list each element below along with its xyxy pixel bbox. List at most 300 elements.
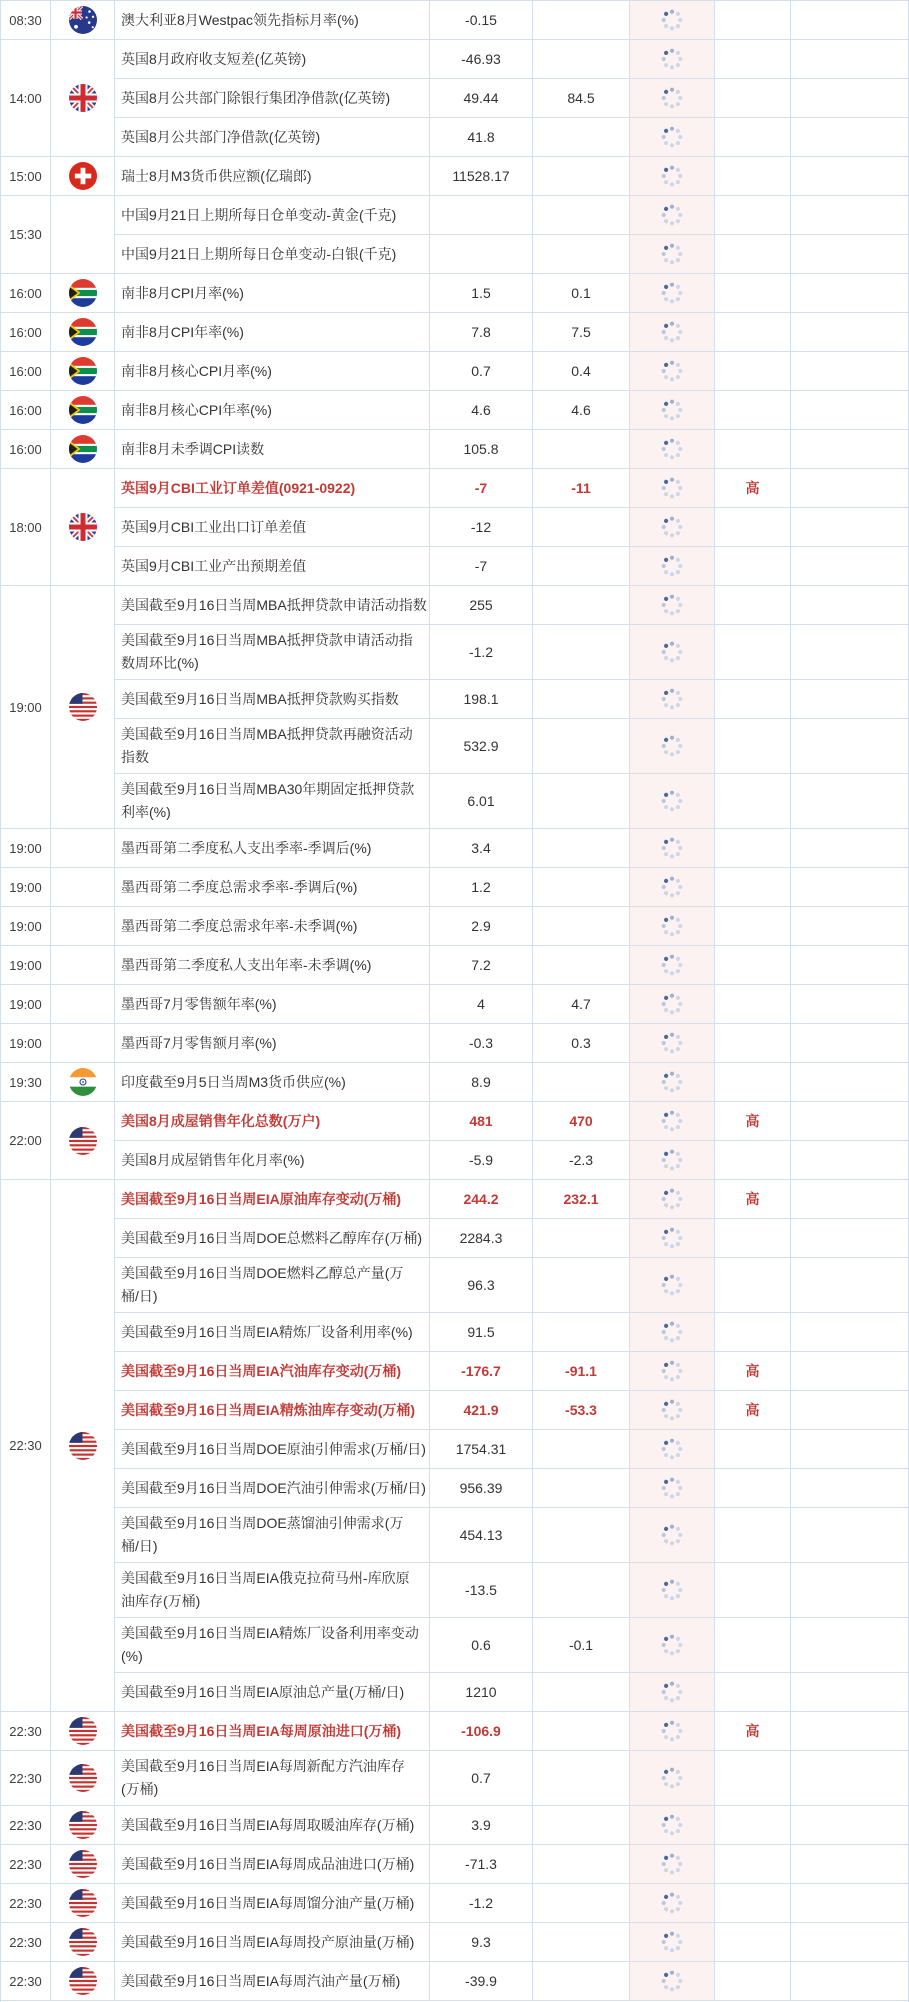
actual-value: -71.3 — [430, 1845, 533, 1883]
importance-badge — [715, 391, 791, 429]
forecast-value — [533, 719, 630, 773]
actual-value: -1.2 — [430, 1884, 533, 1922]
empty-cell — [791, 907, 908, 945]
importance-badge — [715, 235, 791, 273]
table-row[interactable] — [115, 1140, 908, 1179]
loading-spinner-icon — [660, 437, 684, 461]
empty-cell — [791, 625, 908, 679]
indicator-name: 英国9月CBI工业订单差值(0921-0922) — [115, 469, 430, 507]
indicator-name: 中国9月21日上期所每日仓单变动-白银(千克) — [115, 235, 430, 273]
loading-spinner-icon — [660, 1813, 684, 1837]
status-spinner-cell — [630, 1806, 715, 1844]
importance-badge: 高 — [715, 1712, 791, 1750]
flag-usa-icon — [69, 1811, 97, 1839]
importance-badge: 高 — [715, 469, 791, 507]
indicator-name: 美国截至9月16日当周DOE燃料乙醇总产量(万桶/日) — [115, 1258, 430, 1312]
forecast-value — [533, 1923, 630, 1961]
flag-cell-empty — [51, 985, 115, 1023]
indicator-name: 瑞士8月M3货币供应额(亿瑞郎) — [115, 157, 430, 195]
indicator-name: 美国截至9月16日当周MBA抵押贷款申请活动指数 — [115, 586, 430, 624]
group-rows — [115, 1884, 908, 1922]
calendar-group — [1, 1884, 908, 1923]
empty-cell — [791, 1102, 908, 1140]
actual-value: 1.5 — [430, 274, 533, 312]
group-rows — [115, 1751, 908, 1805]
actual-value: -39.9 — [430, 1962, 533, 2000]
loading-spinner-icon — [660, 734, 684, 758]
forecast-value — [533, 235, 630, 273]
status-spinner-cell — [630, 196, 715, 234]
indicator-name: 美国截至9月16日当周EIA汽油库存变动(万桶) — [115, 1352, 430, 1390]
indicator-name: 美国截至9月16日当周DOE汽油引伸需求(万桶/日) — [115, 1469, 430, 1507]
importance-badge — [715, 274, 791, 312]
importance-badge — [715, 1806, 791, 1844]
flag-usa-icon — [69, 1127, 97, 1155]
actual-value: 1754.31 — [430, 1430, 533, 1468]
actual-value: -176.7 — [430, 1352, 533, 1390]
flag-usa-icon — [69, 1850, 97, 1878]
flag-cell-empty — [51, 829, 115, 867]
loading-spinner-icon — [660, 86, 684, 110]
loading-spinner-icon — [660, 554, 684, 578]
table-row[interactable] — [115, 313, 908, 351]
calendar-group — [1, 907, 908, 946]
loading-spinner-icon — [660, 1437, 684, 1461]
time-cell: 22:30 — [1, 1806, 51, 1844]
empty-cell — [791, 1180, 908, 1218]
loading-spinner-icon — [660, 1320, 684, 1344]
forecast-value: 0.4 — [533, 352, 630, 390]
table-row[interactable] — [115, 1351, 908, 1390]
status-spinner-cell — [630, 1508, 715, 1562]
table-row[interactable] — [115, 40, 908, 78]
time-cell: 19:00 — [1, 829, 51, 867]
time-cell: 16:00 — [1, 313, 51, 351]
calendar-group — [1, 1180, 908, 1712]
table-row[interactable] — [115, 718, 908, 773]
table-row[interactable] — [115, 1390, 908, 1429]
table-row[interactable] — [115, 1312, 908, 1351]
indicator-name: 墨西哥第二季度私人支出季率-季调后(%) — [115, 829, 430, 867]
table-row[interactable] — [115, 391, 908, 429]
importance-badge — [715, 1063, 791, 1101]
time-cell: 14:00 — [1, 40, 51, 156]
actual-value: -5.9 — [430, 1141, 533, 1179]
empty-cell — [791, 1751, 908, 1805]
time-cell: 19:00 — [1, 1024, 51, 1062]
forecast-value — [533, 829, 630, 867]
table-row[interactable] — [115, 1923, 908, 1961]
forecast-value — [533, 1313, 630, 1351]
empty-cell — [791, 829, 908, 867]
table-row[interactable] — [115, 907, 908, 945]
empty-cell — [791, 1508, 908, 1562]
table-row[interactable] — [115, 352, 908, 390]
table-row[interactable] — [115, 586, 908, 624]
table-row[interactable] — [115, 196, 908, 234]
table-row[interactable] — [115, 274, 908, 312]
importance-badge — [715, 1430, 791, 1468]
group-rows — [115, 946, 908, 984]
empty-cell — [791, 1923, 908, 1961]
loading-spinner-icon — [660, 789, 684, 813]
table-row[interactable] — [115, 624, 908, 679]
actual-value: 96.3 — [430, 1258, 533, 1312]
flag-south-africa-icon — [69, 279, 97, 307]
indicator-name: 南非8月CPI年率(%) — [115, 313, 430, 351]
actual-value: 8.9 — [430, 1063, 533, 1101]
time-cell: 22:30 — [1, 1180, 51, 1711]
table-row[interactable] — [115, 1257, 908, 1312]
loading-spinner-icon — [660, 164, 684, 188]
empty-cell — [791, 719, 908, 773]
table-row[interactable] — [115, 117, 908, 156]
flag-cell-empty — [51, 946, 115, 984]
status-spinner-cell — [630, 1618, 715, 1672]
actual-value: -13.5 — [430, 1563, 533, 1617]
actual-value: -1.2 — [430, 625, 533, 679]
forecast-value — [533, 1469, 630, 1507]
indicator-name: 美国截至9月16日当周EIA每周汽油产量(万桶) — [115, 1962, 430, 2000]
loading-spinner-icon — [660, 1578, 684, 1602]
indicator-name: 美国截至9月16日当周EIA俄克拉荷马州-库欣原油库存(万桶) — [115, 1563, 430, 1617]
actual-value: 6.01 — [430, 774, 533, 828]
status-spinner-cell — [630, 1884, 715, 1922]
loading-spinner-icon — [660, 1070, 684, 1094]
table-row[interactable] — [115, 1751, 908, 1805]
importance-badge — [715, 1751, 791, 1805]
group-rows — [115, 907, 908, 945]
flag-usa-icon — [69, 1928, 97, 1956]
actual-value: 49.44 — [430, 79, 533, 117]
loading-spinner-icon — [660, 953, 684, 977]
actual-value: 255 — [430, 586, 533, 624]
flag-usa-icon — [69, 1764, 97, 1792]
importance-badge — [715, 907, 791, 945]
calendar-group — [1, 1845, 908, 1884]
group-rows — [115, 469, 908, 585]
actual-value: 7.2 — [430, 946, 533, 984]
empty-cell — [791, 1, 908, 39]
importance-badge — [715, 79, 791, 117]
table-row[interactable] — [115, 234, 908, 273]
table-row[interactable] — [115, 1218, 908, 1257]
group-rows — [115, 352, 908, 390]
loading-spinner-icon — [660, 320, 684, 344]
empty-cell — [791, 1884, 908, 1922]
empty-cell — [791, 1430, 908, 1468]
importance-badge — [715, 1219, 791, 1257]
importance-badge — [715, 1, 791, 39]
table-row[interactable] — [115, 1429, 908, 1468]
calendar-group — [1, 157, 908, 196]
empty-cell — [791, 1352, 908, 1390]
table-row[interactable] — [115, 507, 908, 546]
flag-usa-icon — [51, 1102, 115, 1179]
table-row[interactable] — [115, 1845, 908, 1883]
forecast-value: 0.1 — [533, 274, 630, 312]
loading-spinner-icon — [660, 1148, 684, 1172]
time-cell: 22:30 — [1, 1884, 51, 1922]
importance-badge: 高 — [715, 1352, 791, 1390]
indicator-name: 美国截至9月16日当周EIA精炼厂设备利用率变动(%) — [115, 1618, 430, 1672]
importance-badge — [715, 430, 791, 468]
time-cell: 22:30 — [1, 1962, 51, 2000]
flag-switzerland-icon — [69, 162, 97, 190]
calendar-group — [1, 985, 908, 1024]
empty-cell — [791, 774, 908, 828]
actual-value: 0.7 — [430, 352, 533, 390]
calendar-group — [1, 868, 908, 907]
calendar-group — [1, 40, 908, 157]
flag-usa-icon — [51, 586, 115, 828]
loading-spinner-icon — [660, 1930, 684, 1954]
flag-usa-icon — [69, 1432, 97, 1460]
importance-badge — [715, 1469, 791, 1507]
table-row[interactable] — [115, 78, 908, 117]
flag-australia-icon — [69, 6, 97, 34]
indicator-name: 美国截至9月16日当周DOE总燃料乙醇库存(万桶) — [115, 1219, 430, 1257]
actual-value: 3.9 — [430, 1806, 533, 1844]
empty-cell — [791, 40, 908, 78]
forecast-value — [533, 40, 630, 78]
status-spinner-cell — [630, 1102, 715, 1140]
status-spinner-cell — [630, 907, 715, 945]
forecast-value — [533, 157, 630, 195]
group-rows — [115, 1923, 908, 1961]
status-spinner-cell — [630, 40, 715, 78]
actual-value: -7 — [430, 547, 533, 585]
flag-uk-icon — [51, 40, 115, 156]
time-cell: 18:00 — [1, 469, 51, 585]
table-row[interactable] — [115, 868, 908, 906]
calendar-group — [1, 829, 908, 868]
loading-spinner-icon — [660, 125, 684, 149]
indicator-name: 美国截至9月16日当周DOE蒸馏油引伸需求(万桶/日) — [115, 1508, 430, 1562]
calendar-group — [1, 1024, 908, 1063]
time-cell: 22:30 — [1, 1923, 51, 1961]
calendar-group — [1, 274, 908, 313]
calendar-group — [1, 1102, 908, 1180]
forecast-value — [533, 1673, 630, 1711]
empty-cell — [791, 680, 908, 718]
loading-spinner-icon — [660, 1633, 684, 1657]
group-rows — [115, 1102, 908, 1179]
loading-spinner-icon — [660, 476, 684, 500]
actual-value: 481 — [430, 1102, 533, 1140]
status-spinner-cell — [630, 1, 715, 39]
actual-value: 198.1 — [430, 680, 533, 718]
group-rows — [115, 1712, 908, 1750]
empty-cell — [791, 1258, 908, 1312]
forecast-value — [533, 1508, 630, 1562]
importance-badge — [715, 1884, 791, 1922]
loading-spinner-icon — [660, 992, 684, 1016]
status-spinner-cell — [630, 1141, 715, 1179]
status-spinner-cell — [630, 1469, 715, 1507]
table-row[interactable] — [115, 1884, 908, 1922]
actual-value: 1.2 — [430, 868, 533, 906]
loading-spinner-icon — [660, 593, 684, 617]
indicator-name: 英国9月CBI工业产出预期差值 — [115, 547, 430, 585]
time-cell: 15:00 — [1, 157, 51, 195]
forecast-value: 4.6 — [533, 391, 630, 429]
table-row[interactable] — [115, 1562, 908, 1617]
loading-spinner-icon — [660, 1719, 684, 1743]
actual-value: -12 — [430, 508, 533, 546]
forecast-value: 0.3 — [533, 1024, 630, 1062]
flag-usa-icon — [51, 1962, 115, 2000]
actual-value: 4 — [430, 985, 533, 1023]
indicator-name: 英国8月公共部门净借款(亿英镑) — [115, 118, 430, 156]
importance-badge — [715, 1845, 791, 1883]
loading-spinner-icon — [660, 687, 684, 711]
flag-uk-icon — [69, 84, 97, 112]
indicator-name: 墨西哥第二季度私人支出年率-未季调(%) — [115, 946, 430, 984]
table-row[interactable] — [115, 1617, 908, 1672]
flag-cell-empty — [51, 907, 115, 945]
forecast-value: 7.5 — [533, 313, 630, 351]
loading-spinner-icon — [660, 1398, 684, 1422]
indicator-name: 墨西哥7月零售额年率(%) — [115, 985, 430, 1023]
table-row[interactable] — [115, 773, 908, 828]
status-spinner-cell — [630, 274, 715, 312]
time-cell: 19:00 — [1, 985, 51, 1023]
indicator-name: 美国截至9月16日当周EIA每周成品油进口(万桶) — [115, 1845, 430, 1883]
importance-badge — [715, 719, 791, 773]
importance-badge — [715, 829, 791, 867]
table-row[interactable] — [115, 1806, 908, 1844]
empty-cell — [791, 118, 908, 156]
loading-spinner-icon — [660, 1852, 684, 1876]
table-row[interactable] — [115, 985, 908, 1023]
importance-badge — [715, 508, 791, 546]
empty-cell — [791, 1563, 908, 1617]
empty-cell — [791, 508, 908, 546]
status-spinner-cell — [630, 157, 715, 195]
importance-badge: 高 — [715, 1391, 791, 1429]
indicator-name: 美国截至9月16日当周EIA每周馏分油产量(万桶) — [115, 1884, 430, 1922]
status-spinner-cell — [630, 1391, 715, 1429]
indicator-name: 南非8月CPI月率(%) — [115, 274, 430, 312]
flag-usa-icon — [51, 1712, 115, 1750]
flag-cell-empty — [51, 1024, 115, 1062]
time-cell: 16:00 — [1, 352, 51, 390]
forecast-value — [533, 1430, 630, 1468]
loading-spinner-icon — [660, 1031, 684, 1055]
table-row[interactable] — [115, 430, 908, 468]
actual-value: 41.8 — [430, 118, 533, 156]
group-rows — [115, 985, 908, 1023]
table-row[interactable] — [115, 1, 908, 39]
table-row[interactable] — [115, 829, 908, 867]
group-rows — [115, 829, 908, 867]
calendar-group — [1, 1712, 908, 1751]
table-row[interactable] — [115, 946, 908, 984]
flag-south-africa-icon — [69, 357, 97, 385]
time-cell: 22:30 — [1, 1751, 51, 1805]
forecast-value — [533, 946, 630, 984]
table-row[interactable] — [115, 1024, 908, 1062]
calendar-group — [1, 391, 908, 430]
time-cell: 16:00 — [1, 274, 51, 312]
table-row[interactable] — [115, 546, 908, 585]
time-cell: 19:00 — [1, 907, 51, 945]
table-row[interactable] — [115, 1102, 908, 1140]
status-spinner-cell — [630, 79, 715, 117]
flag-uk-icon — [51, 469, 115, 585]
indicator-name: 英国8月政府收支短差(亿英镑) — [115, 40, 430, 78]
table-row[interactable] — [115, 1712, 908, 1750]
loading-spinner-icon — [660, 836, 684, 860]
table-row[interactable] — [115, 1507, 908, 1562]
importance-badge — [715, 985, 791, 1023]
table-row[interactable] — [115, 157, 908, 195]
empty-cell — [791, 946, 908, 984]
forecast-value — [533, 196, 630, 234]
flag-usa-icon — [51, 1180, 115, 1711]
status-spinner-cell — [630, 430, 715, 468]
table-row[interactable] — [115, 679, 908, 718]
importance-badge — [715, 1962, 791, 2000]
group-rows — [115, 196, 908, 273]
empty-cell — [791, 1391, 908, 1429]
importance-badge — [715, 1141, 791, 1179]
empty-cell — [791, 1962, 908, 2000]
table-row[interactable] — [115, 1468, 908, 1507]
time-cell: 16:00 — [1, 391, 51, 429]
actual-value: 3.4 — [430, 829, 533, 867]
status-spinner-cell — [630, 1712, 715, 1750]
table-row[interactable] — [115, 469, 908, 507]
empty-cell — [791, 1219, 908, 1257]
actual-value — [430, 235, 533, 273]
status-spinner-cell — [630, 680, 715, 718]
group-rows — [115, 1962, 908, 2000]
loading-spinner-icon — [660, 1766, 684, 1790]
importance-badge — [715, 547, 791, 585]
loading-spinner-icon — [660, 1109, 684, 1133]
group-rows — [115, 391, 908, 429]
empty-cell — [791, 1712, 908, 1750]
flag-south-africa-icon — [51, 313, 115, 351]
status-spinner-cell — [630, 586, 715, 624]
calendar-group — [1, 352, 908, 391]
status-spinner-cell — [630, 1962, 715, 2000]
flag-south-africa-icon — [69, 435, 97, 463]
calendar-group — [1, 946, 908, 985]
status-spinner-cell — [630, 391, 715, 429]
loading-spinner-icon — [660, 1273, 684, 1297]
status-spinner-cell — [630, 1352, 715, 1390]
table-row[interactable] — [115, 1180, 908, 1218]
table-row[interactable] — [115, 1962, 908, 2000]
time-cell: 19:00 — [1, 586, 51, 828]
calendar-group — [1, 196, 908, 274]
indicator-name: 印度截至9月5日当周M3货币供应(%) — [115, 1063, 430, 1101]
loading-spinner-icon — [660, 8, 684, 32]
table-row[interactable] — [115, 1063, 908, 1101]
indicator-name: 中国9月21日上期所每日仓单变动-黄金(千克) — [115, 196, 430, 234]
empty-cell — [791, 235, 908, 273]
forecast-value — [533, 1962, 630, 2000]
empty-cell — [791, 469, 908, 507]
empty-cell — [791, 313, 908, 351]
actual-value: 0.7 — [430, 1751, 533, 1805]
indicator-name: 澳大利亚8月Westpac领先指标月率(%) — [115, 1, 430, 39]
indicator-name: 美国截至9月16日当周MBA抵押贷款再融资活动指数 — [115, 719, 430, 773]
table-row[interactable] — [115, 1672, 908, 1711]
